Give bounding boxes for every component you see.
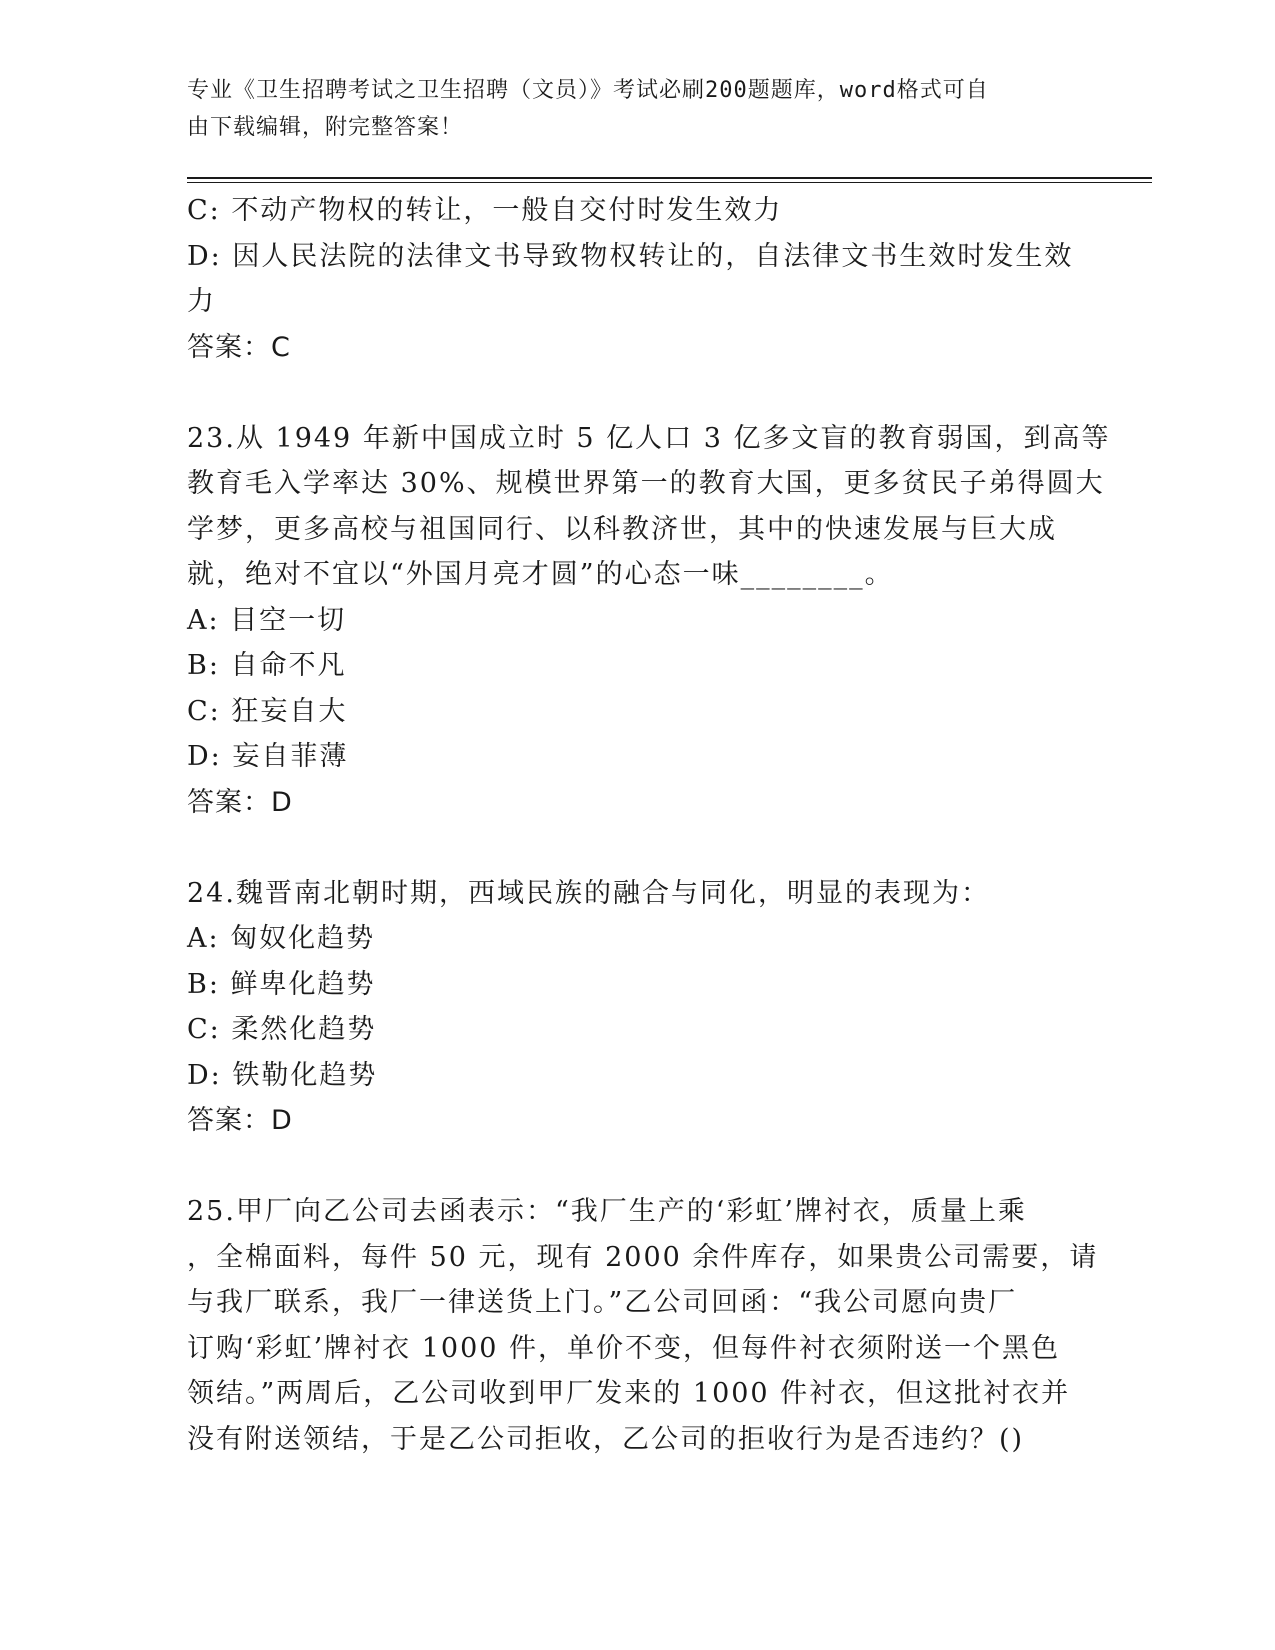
- option-d-line-2: 力: [187, 286, 216, 317]
- option-c: C: 不动产物权的转让，一般自交付时发生效力: [187, 195, 783, 226]
- question-text-line-4: 就，绝对不宜以“外国月亮才圆”的心态一味________。: [187, 559, 894, 590]
- option-d-line-1: D: 因人民法院的法律文书导致物权转让的，自法律文书生效时发生效: [187, 240, 1074, 272]
- header-line-2: 由下载编辑，附完整答案！: [187, 115, 464, 140]
- option-c: C: 柔然化趋势: [187, 1014, 377, 1045]
- question-24: [187, 871, 1087, 1144]
- question-text-line-5: 领结。”两周后，乙公司收到甲厂发来的 1000 件衬衣，但这批衬衣并: [187, 1378, 1071, 1409]
- question-text-line-3: 与我厂联系，我厂一律送货上门。”乙公司回函：“我公司愿向贵厂: [187, 1287, 1018, 1318]
- question-25: [187, 1189, 1099, 1462]
- header-divider-thin: [187, 182, 1152, 183]
- question-text-line-2: ，全棉面料，每件 50 元，现有 2000 余件库存，如果贵公司需要，请: [187, 1241, 1099, 1273]
- header-divider-thick: [187, 177, 1152, 179]
- answer: 答案：D: [187, 786, 293, 818]
- option-c: C: 狂妄自大: [187, 695, 348, 727]
- question-text-line-1: 25.甲厂向乙公司去函表示：“我厂生产的‘彩虹’牌衬衣，质量上乘: [187, 1196, 1027, 1227]
- document-header: [187, 72, 1087, 146]
- option-a: A: 目空一切: [187, 604, 347, 636]
- option-a: A: 匈奴化趋势: [187, 923, 376, 954]
- question-text-line-1: 23.从 1949 年新中国成立时 5 亿人口 3 亿多文盲的教育弱国，到高等: [187, 422, 1111, 454]
- question-22-continued: [187, 188, 1087, 370]
- option-d: D: 妄自菲薄: [187, 741, 349, 772]
- header-line-1: 专业《卫生招聘考试之卫生招聘（文员）》考试必刷200题题库，word格式可自: [187, 78, 989, 103]
- document-body: [187, 188, 1111, 1462]
- question-text-line-1: 24.魏晋南北朝时期，西域民族的融合与同化，明显的表现为：: [187, 877, 990, 909]
- spacer: [187, 825, 1087, 871]
- option-b: B: 自命不凡: [187, 650, 347, 681]
- question-text-line-3: 学梦，更多高校与祖国同行、以科教济世，其中的快速发展与巨大成: [187, 513, 1057, 545]
- answer: 答案：C: [187, 331, 291, 363]
- answer: 答案：D: [187, 1105, 293, 1136]
- option-b: B: 鲜卑化趋势: [187, 968, 376, 1000]
- spacer: [187, 370, 1087, 416]
- question-text-line-4: 订购‘彩虹’牌衬衣 1000 件，单价不变，但每件衬衣须附送一个黑色: [187, 1332, 1061, 1364]
- question-text-line-2: 教育毛入学率达 30%、规模世界第一的教育大国，更多贫民子弟得圆大: [187, 468, 1105, 499]
- question-text-line-6: 没有附送领结，于是乙公司拒收，乙公司的拒收行为是否违约？(): [187, 1423, 1025, 1455]
- spacer: [187, 1144, 1087, 1190]
- option-d: D: 铁勒化趋势: [187, 1059, 378, 1091]
- question-23: [187, 416, 1111, 826]
